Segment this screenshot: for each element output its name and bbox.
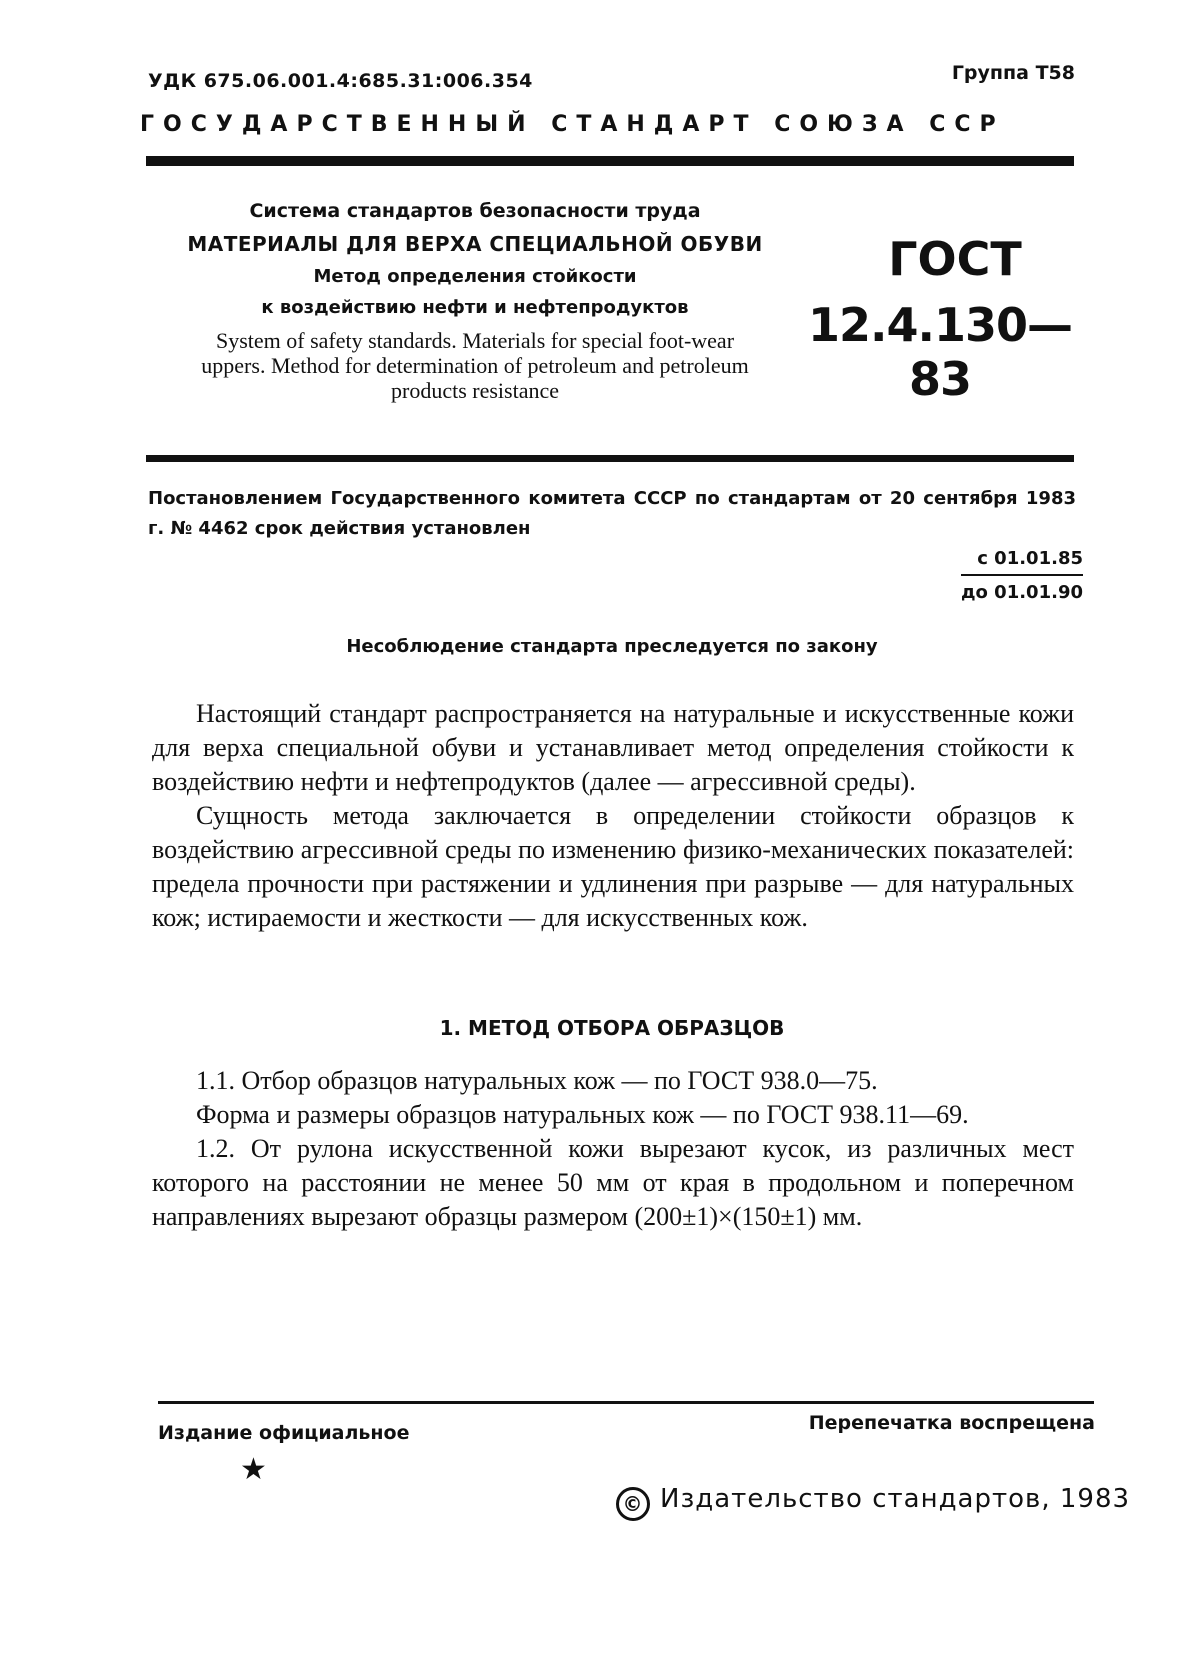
section-items bbox=[152, 1064, 1074, 1234]
intro-text bbox=[152, 697, 1074, 935]
item-1-1-form: Форма и размеры образцов натуральных кож — по ГОСТ 938.11—69. bbox=[196, 1100, 969, 1129]
valid-until: до 01.01.90 bbox=[961, 574, 1083, 608]
validity-dates bbox=[961, 544, 1083, 608]
intro-paragraph-1: Настоящий стандарт распространяется на натуральные и искусственные кожи для верха специальной обуви и устанавливает метод определения стойкости к воздействию нефти и нефтепродуктов (далее — агрессивной среды). bbox=[152, 699, 1074, 796]
copyright-icon: © bbox=[616, 1487, 650, 1521]
item-1-2: 1.2. От рулона искусственной кожи вырезают кусок, из различных мест которого на расстоянии не менее 50 мм от края в продольном и поперечном направлениях вырезают образцы размером (200±1)×(150±1) мм. bbox=[152, 1134, 1074, 1231]
header-rule bbox=[146, 156, 1074, 166]
item-1-1: 1.1. Отбор образцов натуральных кож — по ГОСТ 938.0—75. bbox=[196, 1066, 878, 1095]
method-line-2: к воздействию нефти и нефтепродуктов bbox=[261, 297, 689, 318]
law-notice: Несоблюдение стандарта преследуется по закону bbox=[346, 636, 878, 657]
group-code: Группа Т58 bbox=[951, 62, 1075, 84]
publisher-name: Издательство стандартов, 1983 bbox=[660, 1484, 1131, 1514]
copyright-line bbox=[616, 1484, 1130, 1521]
gost-label: ГОСТ bbox=[888, 232, 1022, 286]
valid-from: с 01.01.85 bbox=[977, 548, 1083, 569]
standard-title: МАТЕРИАЛЫ ДЛЯ ВЕРХА СПЕЦИАЛЬНОЙ ОБУВИ bbox=[187, 232, 763, 256]
decree-text: Постановлением Государственного комитета СССР по стандартам от 20 сентября 1983 г. № 4462 срок действия установлен bbox=[148, 488, 1076, 539]
reprint-notice: Перепечатка воспрещена bbox=[808, 1412, 1095, 1434]
gost-number: 12.4.130—83 bbox=[808, 298, 1072, 406]
method-line-1: Метод определения стойкости bbox=[313, 266, 637, 287]
state-standard-title: ГОСУДАРСТВЕННЫЙ СТАНДАРТ СОЮЗА ССР bbox=[140, 112, 1005, 137]
edition-label: Издание официальное bbox=[158, 1422, 410, 1444]
udk-code: УДК 675.06.001.4:685.31:006.354 bbox=[148, 70, 533, 92]
system-line: Система стандартов безопасности труда bbox=[249, 200, 701, 222]
english-title: System of safety standards. Materials for special foot-wear uppers. Method for determination of petroleum and petroleum products resistance bbox=[201, 328, 749, 403]
title-rule bbox=[146, 455, 1074, 462]
title-block bbox=[170, 200, 780, 403]
footer-rule bbox=[158, 1401, 1094, 1404]
section-heading: 1. МЕТОД ОТБОРА ОБРАЗЦОВ bbox=[439, 1016, 785, 1040]
star-icon: ★ bbox=[240, 1452, 267, 1487]
intro-paragraph-2: Сущность метода заключается в определении стойкости образцов к воздействию агрессивной среды по изменению физико-механических показателей: предела прочности при растяжении и удлинения при разрыве — для натуральных кож; истираемости и жесткости — для искусственных кож. bbox=[152, 801, 1074, 932]
